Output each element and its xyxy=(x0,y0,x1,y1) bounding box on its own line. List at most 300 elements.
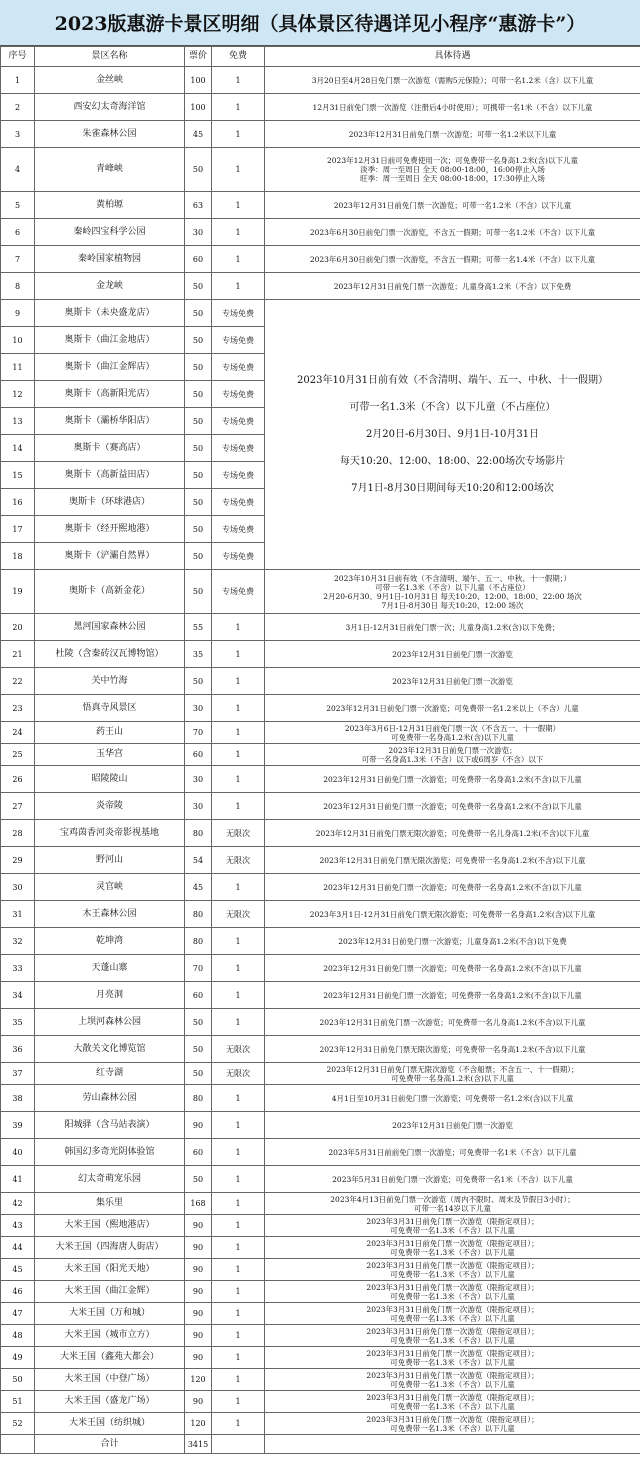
benefit-detail: 2023年12月31日前免门票一次游览 xyxy=(265,641,640,668)
row-number: 49 xyxy=(1,1347,35,1369)
table-row xyxy=(1,668,640,695)
ticket-price: 45 xyxy=(185,121,212,148)
free-count: 1 xyxy=(212,1112,265,1139)
table-row xyxy=(1,874,640,901)
table-row xyxy=(1,847,640,874)
table-row xyxy=(1,246,640,273)
benefit-detail: 2023年12月31日前免门票无限次游览（不含船票；不含五一、十一假期）； 可免费带一名身高1.2米(含)以下儿童 xyxy=(265,1063,640,1085)
spot-name: 大米王国（城市立方） xyxy=(35,1325,185,1347)
free-count: 1 xyxy=(212,246,265,273)
ticket-price: 168 xyxy=(185,1193,212,1215)
table-row xyxy=(1,928,640,955)
table-row xyxy=(1,955,640,982)
row-number: 43 xyxy=(1,1215,35,1237)
spot-name: 奥斯卡（灞桥华阳店） xyxy=(35,408,185,435)
benefit-detail: 2023年12月31日前免门票一次游览；可免费带一名儿身高1.2米(不含)以下儿童 xyxy=(265,1009,640,1036)
spot-name: 大米王国（曲江金辉） xyxy=(35,1281,185,1303)
free-count: 1 xyxy=(212,766,265,793)
benefit-detail: 2023年12月31日前可免费使用一次；可免费带一名身高1.2米(含)以下儿童 淡季：周一至周日 全天 08:00-18:00，16:00停止入场 旺季：周一至周日 全天 08:00-18:00，17:30停止入场 xyxy=(265,148,640,192)
ticket-price: 50 xyxy=(185,668,212,695)
free-count: 专场免费 xyxy=(212,300,265,327)
free-count: 无限次 xyxy=(212,901,265,928)
spot-name: 金丝峡 xyxy=(35,67,185,94)
free-count: 1 xyxy=(212,1009,265,1036)
table-row xyxy=(1,1215,640,1237)
benefit-detail: 2023年3月31日前免门票一次游览（限指定项目）； 可免费带一名1.3米（不含）以下儿童 xyxy=(265,1391,640,1413)
row-number: 35 xyxy=(1,1009,35,1036)
ticket-price: 80 xyxy=(185,1085,212,1112)
benefit-detail: 2023年12月31日前免门票一次游览；可免费带一名身高1.2米(不含)以下儿童 xyxy=(265,955,640,982)
spot-name: 木王森林公园 xyxy=(35,901,185,928)
benefit-detail: 2023年3月31日前免门票一次游览（限指定项目）； 可免费带一名1.3米（不含）以下儿童 xyxy=(265,1259,640,1281)
ticket-price: 45 xyxy=(185,874,212,901)
row-number: 1 xyxy=(1,67,35,94)
free-count: 1 xyxy=(212,1193,265,1215)
free-count: 1 xyxy=(212,722,265,744)
row-number: 37 xyxy=(1,1063,35,1085)
table-row xyxy=(1,219,640,246)
spot-name: 奥斯卡（浐灞自然界） xyxy=(35,543,185,570)
table-row xyxy=(1,695,640,722)
ticket-price: 90 xyxy=(185,1112,212,1139)
free-count: 1 xyxy=(212,1391,265,1413)
spot-name: 阳城驿（含马站表演） xyxy=(35,1112,185,1139)
free-count: 1 xyxy=(212,614,265,641)
row-number: 29 xyxy=(1,847,35,874)
table-row xyxy=(1,1036,640,1063)
free-count: 1 xyxy=(212,219,265,246)
table-row xyxy=(1,570,640,614)
row-number: 14 xyxy=(1,435,35,462)
free-count: 1 xyxy=(212,1139,265,1166)
row-number: 32 xyxy=(1,928,35,955)
spot-name: 青峰峡 xyxy=(35,148,185,192)
benefit-detail: 2023年12月31日前免门票一次游览； 可带一名身高1.3米（不含）以下或6周岁（不含）以下 xyxy=(265,744,640,766)
ticket-price: 90 xyxy=(185,1325,212,1347)
header-detail: 具体待遇 xyxy=(265,47,640,67)
spot-name: 劳山森林公园 xyxy=(35,1085,185,1112)
row-number: 36 xyxy=(1,1036,35,1063)
table-row xyxy=(1,641,640,668)
benefit-detail: 2023年12月31日前免门票一次游览；儿童身高1.2米（不含）以下免费 xyxy=(265,273,640,300)
spot-name: 奥斯卡（曲江金辉店） xyxy=(35,354,185,381)
free-count: 专场免费 xyxy=(212,381,265,408)
benefit-detail: 2023年12月31日前免门票一次游览；可免费带一名身高1.2米(不含)以下儿童 xyxy=(265,766,640,793)
row-number: 45 xyxy=(1,1259,35,1281)
ticket-price: 50 xyxy=(185,462,212,489)
benefit-detail: 2023年3月31日前免门票一次游览（限指定项目）； 可免费带一名1.3米（不含）以下儿童 xyxy=(265,1215,640,1237)
ticket-price: 90 xyxy=(185,1237,212,1259)
spot-name: 灵官峡 xyxy=(35,874,185,901)
benefit-detail: 2023年12月31日前免门票一次游览；可免费带一名身高1.2米(不含)以下儿童 xyxy=(265,982,640,1009)
free-count: 1 xyxy=(212,1413,265,1435)
table-row xyxy=(1,744,640,766)
spot-name: 月亮洞 xyxy=(35,982,185,1009)
ticket-price: 80 xyxy=(185,928,212,955)
free-count: 专场免费 xyxy=(212,462,265,489)
table-row xyxy=(1,1303,640,1325)
benefit-detail: 2023年12月31日前免门票一次游览 xyxy=(265,1112,640,1139)
row-number: 38 xyxy=(1,1085,35,1112)
free-count: 专场免费 xyxy=(212,408,265,435)
row-number: 23 xyxy=(1,695,35,722)
benefit-detail: 2023年5月31日前前免门票一次游览；可免费带一名1米（不含）以下儿童 xyxy=(265,1139,640,1166)
spot-name: 大米王国（纺织城） xyxy=(35,1413,185,1435)
row-number: 52 xyxy=(1,1413,35,1435)
free-count: 1 xyxy=(212,1347,265,1369)
free-count: 1 xyxy=(212,982,265,1009)
table-row xyxy=(1,1391,640,1413)
row-number: 33 xyxy=(1,955,35,982)
header-no: 序号 xyxy=(1,47,35,67)
free-count: 1 xyxy=(212,1166,265,1193)
table-row xyxy=(1,982,640,1009)
row-number: 28 xyxy=(1,820,35,847)
spot-name: 大米王国（熙地港店） xyxy=(35,1215,185,1237)
ticket-price: 50 xyxy=(185,1063,212,1085)
table-row xyxy=(1,1112,640,1139)
row-number: 26 xyxy=(1,766,35,793)
row-number: 20 xyxy=(1,614,35,641)
row-number: 7 xyxy=(1,246,35,273)
table-row xyxy=(1,300,640,327)
free-count: 专场免费 xyxy=(212,435,265,462)
row-number: 34 xyxy=(1,982,35,1009)
ticket-price: 30 xyxy=(185,219,212,246)
benefit-detail: 2023年3月31日前免门票一次游览（限指定项目）； 可免费带一名1.3米（不含）以下儿童 xyxy=(265,1281,640,1303)
table-row xyxy=(1,121,640,148)
benefit-detail: 3月20日至4月28日免门票一次游览（需购5元保险）；可带一名1.2米（含）以下儿童 xyxy=(265,67,640,94)
ticket-price: 120 xyxy=(185,1369,212,1391)
header-free: 免费 xyxy=(212,47,265,67)
row-number: 12 xyxy=(1,381,35,408)
free-count: 无限次 xyxy=(212,847,265,874)
free-count: 1 xyxy=(212,695,265,722)
table-row xyxy=(1,1281,640,1303)
benefit-detail: 2023年3月6日-12月31日前免门票一次（不含五一、十一假期） 可免费带一名身高1.2米(含)以下儿童 xyxy=(265,722,640,744)
spot-name: 秦岭国家植物园 xyxy=(35,246,185,273)
row-number: 11 xyxy=(1,354,35,381)
row-number: 39 xyxy=(1,1112,35,1139)
spot-name: 奥斯卡（高新益田店） xyxy=(35,462,185,489)
header-price: 票价 xyxy=(185,47,212,67)
free-count: 1 xyxy=(212,1259,265,1281)
free-count: 专场免费 xyxy=(212,570,265,614)
ticket-price: 35 xyxy=(185,641,212,668)
table-row xyxy=(1,614,640,641)
row-number: 27 xyxy=(1,793,35,820)
row-number: 19 xyxy=(1,570,35,614)
benefit-detail: 2023年12月31日前免门票一次游览；可免费带一名1.2米以上（不含）儿童 xyxy=(265,695,640,722)
table-row xyxy=(1,148,640,192)
free-count: 1 xyxy=(212,1325,265,1347)
row-number: 42 xyxy=(1,1193,35,1215)
benefit-detail: 2023年12月31日前免门票一次游览；可带一名1.2米（不含）以下儿童 xyxy=(265,192,640,219)
table-body xyxy=(1,67,640,1435)
row-number: 50 xyxy=(1,1369,35,1391)
ticket-price: 80 xyxy=(185,901,212,928)
table-row xyxy=(1,766,640,793)
free-count: 1 xyxy=(212,1369,265,1391)
ticket-price: 50 xyxy=(185,148,212,192)
row-number: 16 xyxy=(1,489,35,516)
table-row xyxy=(1,1237,640,1259)
ticket-price: 50 xyxy=(185,435,212,462)
benefit-detail: 2023年12月31日前免门票一次游览；可免费带一名身高1.2米(不含)以下儿童 xyxy=(265,874,640,901)
table-row xyxy=(1,820,640,847)
ticket-price: 90 xyxy=(185,1215,212,1237)
benefit-detail: 2023年12月31日前免门票无限次游览；可免费带一名儿身高1.2米(不含)以下儿童 xyxy=(265,820,640,847)
spot-name: 奥斯卡（赛高店） xyxy=(35,435,185,462)
spot-name: 奥斯卡（环球港店） xyxy=(35,489,185,516)
benefit-detail: 2023年3月31日前免门票一次游览（限指定项目）； 可免费带一名1.3米（不含）以下儿童 xyxy=(265,1413,640,1435)
free-count: 1 xyxy=(212,793,265,820)
spot-name: 朱雀森林公园 xyxy=(35,121,185,148)
row-number: 46 xyxy=(1,1281,35,1303)
ticket-price: 90 xyxy=(185,1259,212,1281)
benefit-detail: 2023年12月31日前免门票一次游览；可带一名1.2米以下儿童 xyxy=(265,121,640,148)
table-row xyxy=(1,1413,640,1435)
spot-name: 大米王国（阳光天地） xyxy=(35,1259,185,1281)
table-row xyxy=(1,901,640,928)
row-number: 5 xyxy=(1,192,35,219)
ticket-price: 50 xyxy=(185,408,212,435)
row-number: 22 xyxy=(1,668,35,695)
benefit-detail: 3月1日-12月31日前免门票一次；儿童身高1.2米(含)以下免费； xyxy=(265,614,640,641)
spot-name: 韩国幻多奇光阴体验馆 xyxy=(35,1139,185,1166)
ticket-price: 70 xyxy=(185,722,212,744)
free-count: 1 xyxy=(212,955,265,982)
spot-name: 大散关文化博览馆 xyxy=(35,1036,185,1063)
spot-name: 天蓬山寨 xyxy=(35,955,185,982)
benefit-detail: 2023年10月31日前有效（不含清明、端午、五一、中秋、十一假期；） 可带一名1.3米（不含）以下儿童（不占座位） 2月20-6月30、9月1日-10月31日 每天10:20、12:00、18:00、22:00 场次 7月1日-8月30日 每天10:20、12:00 场次 xyxy=(265,570,640,614)
free-count: 1 xyxy=(212,1281,265,1303)
ticket-price: 80 xyxy=(185,820,212,847)
total-row xyxy=(1,1435,640,1454)
spot-name: 奥斯卡（高新阳光店） xyxy=(35,381,185,408)
benefit-detail: 2023年3月1日-12月31日前免门票无限次游览；可免费带一名身高1.2米(含)以下儿童 xyxy=(265,901,640,928)
row-number: 41 xyxy=(1,1166,35,1193)
benefit-detail: 2023年12月31日前免门票一次游览；可免费带一名身高1.2米(不含)以下儿童 xyxy=(265,793,640,820)
scenic-spot-table xyxy=(0,46,640,1454)
ticket-price: 50 xyxy=(185,1036,212,1063)
benefit-detail: 2023年5月31日前免门票一次游览；可免费带一名1米（不含）以下儿童 xyxy=(265,1166,640,1193)
spot-name: 玉华宫 xyxy=(35,744,185,766)
free-count: 无限次 xyxy=(212,1063,265,1085)
ticket-price: 50 xyxy=(185,300,212,327)
benefit-detail: 12月31日前免门票一次游览（注册后4小时使用）；可携带一名1米（不含）以下儿童 xyxy=(265,94,640,121)
table-row xyxy=(1,67,640,94)
row-number: 47 xyxy=(1,1303,35,1325)
table-row xyxy=(1,1369,640,1391)
ticket-price: 50 xyxy=(185,570,212,614)
free-count: 1 xyxy=(212,1215,265,1237)
benefit-detail: 4月1日至10月31日前免门票一次游览；可免费带一名1.2米(含)以下儿童 xyxy=(265,1085,640,1112)
ticket-price: 30 xyxy=(185,695,212,722)
benefit-detail: 2023年4月13日前免门票一次游览（周内不限时、周末及节假日3小时）； 可带一名14岁以下儿童 xyxy=(265,1193,640,1215)
page-title: 2023版惠游卡景区明细（具体景区待遇详见小程序“惠游卡”） xyxy=(0,0,640,46)
spot-name: 奥斯卡（经开熙地港） xyxy=(35,516,185,543)
ticket-price: 30 xyxy=(185,793,212,820)
free-count: 1 xyxy=(212,1237,265,1259)
row-number: 51 xyxy=(1,1391,35,1413)
benefit-detail: 2023年3月31日前免门票一次游览（限指定项目）； 可免费带一名1.3米（不含）以下儿童 xyxy=(265,1303,640,1325)
free-count: 1 xyxy=(212,641,265,668)
ticket-price: 60 xyxy=(185,744,212,766)
benefit-detail: 2023年6月30日前免门票一次游览，不含五一假期；可带一名1.4米（不含）以下儿童 xyxy=(265,246,640,273)
row-number: 48 xyxy=(1,1325,35,1347)
ticket-price: 50 xyxy=(185,381,212,408)
spot-name: 奥斯卡（曲江金地店） xyxy=(35,327,185,354)
ticket-price: 90 xyxy=(185,1303,212,1325)
spot-name: 昭陵陵山 xyxy=(35,766,185,793)
table-row xyxy=(1,1085,640,1112)
benefit-detail: 2023年3月31日前免门票一次游览（限指定项目）； 可免费带一名1.3米（不含）以下儿童 xyxy=(265,1325,640,1347)
spot-name: 集乐里 xyxy=(35,1193,185,1215)
benefit-detail: 2023年3月31日前免门票一次游览（限指定项目）； 可免费带一名1.3米（不含）以下儿童 xyxy=(265,1369,640,1391)
ticket-price: 50 xyxy=(185,1009,212,1036)
ticket-price: 60 xyxy=(185,246,212,273)
spot-name: 炎帝陵 xyxy=(35,793,185,820)
spot-name: 金龙峡 xyxy=(35,273,185,300)
row-number: 13 xyxy=(1,408,35,435)
free-count: 1 xyxy=(212,67,265,94)
spot-name: 西安幻太奇海洋馆 xyxy=(35,94,185,121)
ticket-price: 50 xyxy=(185,1166,212,1193)
spot-name: 奥斯卡（高新金花） xyxy=(35,570,185,614)
ticket-price: 50 xyxy=(185,273,212,300)
spot-name: 红寺湖 xyxy=(35,1063,185,1085)
oscar-merged-detail: 2023年10月31日前有效（不含清明、端午、五一、中秋、十一假期） 可带一名1.3米（不含）以下儿童（不占座位） 2月20日-6月30日、9月1日-10月31日 每天10:20、12:00、18:00、22:00场次专场影片 7月1日-8月30日期间每天10:20和12:00场次 xyxy=(265,300,640,570)
ticket-price: 90 xyxy=(185,1391,212,1413)
ticket-price: 60 xyxy=(185,982,212,1009)
ticket-price: 63 xyxy=(185,192,212,219)
spot-name: 野河山 xyxy=(35,847,185,874)
benefit-detail: 2023年6月30日前免门票一次游览，不含五一假期；可带一名1.2米（不含）以下儿童 xyxy=(265,219,640,246)
free-count: 1 xyxy=(212,94,265,121)
ticket-price: 50 xyxy=(185,543,212,570)
benefit-detail: 2023年12月31日前免门票无限次游览；可免费带一名身高1.2米(不含)以下儿童 xyxy=(265,1036,640,1063)
row-number: 10 xyxy=(1,327,35,354)
spot-name: 关中竹海 xyxy=(35,668,185,695)
ticket-price: 50 xyxy=(185,489,212,516)
table-row xyxy=(1,1259,640,1281)
table-row xyxy=(1,273,640,300)
row-number: 18 xyxy=(1,543,35,570)
spot-name: 杜陵（含秦砖汉瓦博物馆） xyxy=(35,641,185,668)
header-name: 景区名称 xyxy=(35,47,185,67)
row-number: 8 xyxy=(1,273,35,300)
table-row xyxy=(1,1347,640,1369)
row-number: 2 xyxy=(1,94,35,121)
free-count: 1 xyxy=(212,928,265,955)
table-row xyxy=(1,94,640,121)
ticket-price: 50 xyxy=(185,516,212,543)
ticket-price: 50 xyxy=(185,327,212,354)
total-value: 3415 xyxy=(185,1435,212,1454)
spot-name: 幻太奇萌宠乐园 xyxy=(35,1166,185,1193)
free-count: 1 xyxy=(212,874,265,901)
spot-name: 秦岭四宝科学公园 xyxy=(35,219,185,246)
spot-name: 乾坤湾 xyxy=(35,928,185,955)
ticket-price: 90 xyxy=(185,1347,212,1369)
ticket-price: 120 xyxy=(185,1413,212,1435)
free-count: 1 xyxy=(212,192,265,219)
free-count: 1 xyxy=(212,273,265,300)
spot-name: 大米王国（四海唐人街店） xyxy=(35,1237,185,1259)
free-count: 专场免费 xyxy=(212,489,265,516)
free-count: 专场免费 xyxy=(212,354,265,381)
spot-name: 黑河国家森林公园 xyxy=(35,614,185,641)
benefit-detail: 2023年3月31日前免门票一次游览（限指定项目）； 可免费带一名1.3米（不含）以下儿童 xyxy=(265,1347,640,1369)
ticket-price: 50 xyxy=(185,354,212,381)
row-number: 15 xyxy=(1,462,35,489)
free-count: 专场免费 xyxy=(212,327,265,354)
row-number: 4 xyxy=(1,148,35,192)
spot-name: 大米王国（万和城） xyxy=(35,1303,185,1325)
spot-name: 大米王国（鑫苑大都会） xyxy=(35,1347,185,1369)
spot-name: 奥斯卡（未央盛龙店） xyxy=(35,300,185,327)
table-header-row xyxy=(1,47,640,67)
spot-name: 大米王国（盛龙广场） xyxy=(35,1391,185,1413)
free-count: 1 xyxy=(212,744,265,766)
row-number: 25 xyxy=(1,744,35,766)
spot-name: 药王山 xyxy=(35,722,185,744)
ticket-price: 100 xyxy=(185,94,212,121)
free-count: 无限次 xyxy=(212,1036,265,1063)
spot-name: 黄柏塬 xyxy=(35,192,185,219)
ticket-price: 70 xyxy=(185,955,212,982)
table-row xyxy=(1,1139,640,1166)
benefit-detail: 2023年12月31日前免门票无限次游览；可免费带一名身高1.2米(不含)以下儿童 xyxy=(265,847,640,874)
table-row xyxy=(1,1193,640,1215)
table-row xyxy=(1,722,640,744)
spot-name: 悟真寺风景区 xyxy=(35,695,185,722)
table-row xyxy=(1,1325,640,1347)
row-number: 30 xyxy=(1,874,35,901)
row-number: 6 xyxy=(1,219,35,246)
row-number: 21 xyxy=(1,641,35,668)
free-count: 1 xyxy=(212,121,265,148)
free-count: 1 xyxy=(212,1085,265,1112)
free-count: 无限次 xyxy=(212,820,265,847)
free-count: 1 xyxy=(212,668,265,695)
row-number: 44 xyxy=(1,1237,35,1259)
row-number: 17 xyxy=(1,516,35,543)
benefit-detail: 2023年12月31日前免门票一次游览；儿童身高1.2米(不含)以下免费 xyxy=(265,928,640,955)
table-row xyxy=(1,192,640,219)
free-count: 专场免费 xyxy=(212,516,265,543)
ticket-price: 100 xyxy=(185,67,212,94)
spot-name: 大米王国（中登广场） xyxy=(35,1369,185,1391)
spot-name: 上坝河森林公园 xyxy=(35,1009,185,1036)
free-count: 专场免费 xyxy=(212,543,265,570)
row-number: 31 xyxy=(1,901,35,928)
ticket-price: 54 xyxy=(185,847,212,874)
benefit-detail: 2023年3月31日前免门票一次游览（限指定项目）； 可免费带一名1.3米（不含）以下儿童 xyxy=(265,1237,640,1259)
table-row xyxy=(1,1063,640,1085)
total-label: 合计 xyxy=(35,1435,185,1454)
ticket-price: 55 xyxy=(185,614,212,641)
table-row xyxy=(1,1166,640,1193)
ticket-price: 90 xyxy=(185,1281,212,1303)
free-count: 1 xyxy=(212,1303,265,1325)
ticket-price: 60 xyxy=(185,1139,212,1166)
table-row xyxy=(1,1009,640,1036)
spot-name: 宝鸡茵香河炎帝影视基地 xyxy=(35,820,185,847)
benefit-detail: 2023年12月31日前免门票一次游览 xyxy=(265,668,640,695)
ticket-price: 30 xyxy=(185,766,212,793)
